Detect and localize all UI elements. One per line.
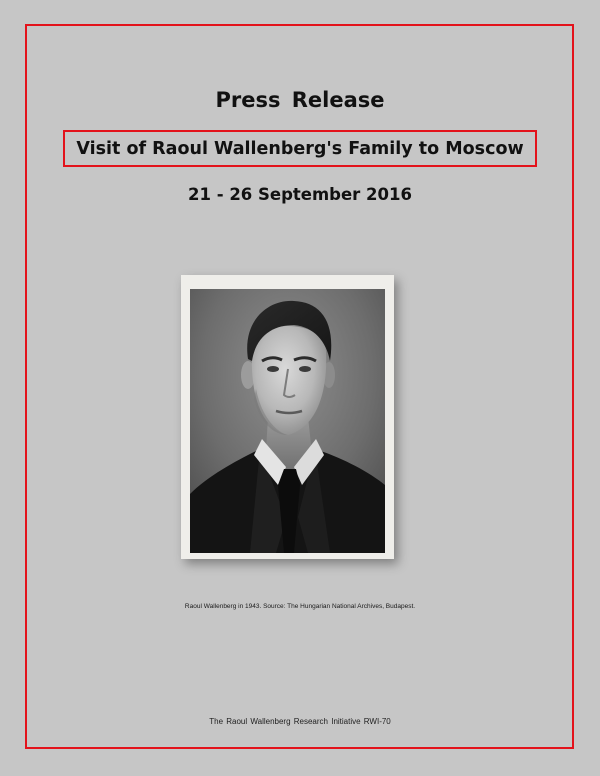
portrait-photo: [181, 275, 394, 559]
photo-caption: Raoul Wallenberg in 1943. Source: The Hungarian National Archives, Budapest.: [184, 603, 416, 610]
press-release-heading: Press Release: [215, 88, 385, 112]
visit-dates: 21 - 26 September 2016: [188, 185, 412, 204]
portrait-image: [190, 289, 385, 553]
document-title: Visit of Raoul Wallenberg's Family to Moscow: [63, 130, 537, 167]
footer-reference: The Raoul Wallenberg Research Initiative RWI-70: [209, 717, 391, 726]
